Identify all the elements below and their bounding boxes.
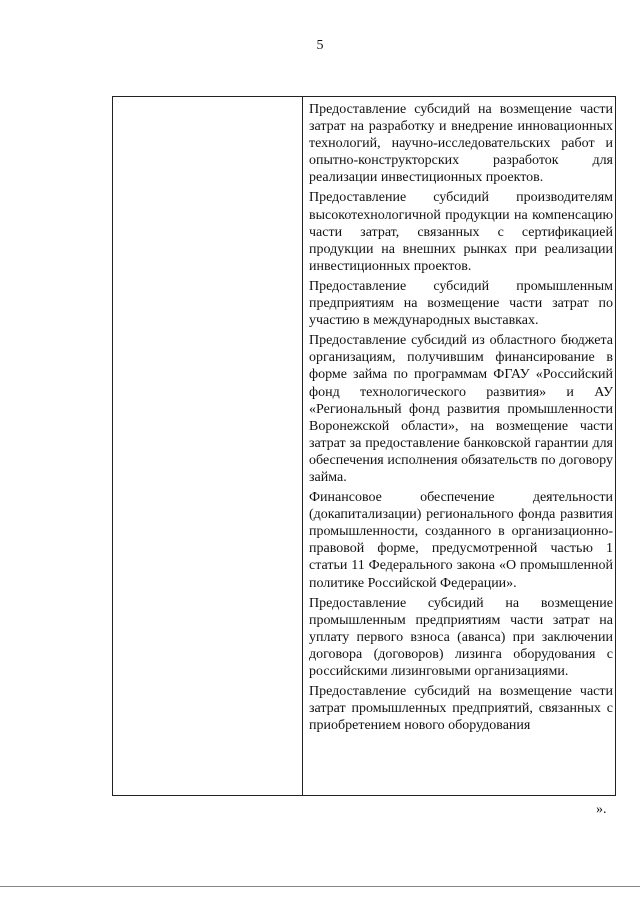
measure-paragraph: Финансовое обеспечение деятельности (докапитализации) регионального фонда развития промышленности, созданного в организационно-правовой форме, предусмотренной частью 1 статьи 11 Федерального закона «О промышленной политике Российской Федерации». [309,490,613,591]
closing-quote-mark: ». [596,802,607,817]
table-right-cell [309,101,613,737]
measure-paragraph: Предоставление субсидий на возмещение части затрат промышленных предприятий, связанных с приобретением нового оборудования [309,684,613,734]
measure-paragraph: Предоставление субсидий на возмещение промышленным предприятиям части затрат на уплату первого взноса (аванса) при заключении договора (договоров) лизинга оборудования с российскими лизинговыми организациями. [309,595,613,679]
measure-paragraph: Предоставление субсидий промышленным предприятиям на возмещение части затрат по участию в международных выставках. [309,278,613,329]
page-bottom-rule [0,886,640,887]
measure-paragraph: Предоставление субсидий из областного бюджета организациям, получившим финансирование в форме займа по программам ФГАУ «Российский фонд технологического развития» и АУ «Региональный фонд развития промышленности Воронежской области», на возмещение части затрат за предоставление банковской гарантии для обеспечения исполнения обязательств по договору займа. [309,333,613,485]
measure-paragraph: Предоставление субсидий производителям высокотехнологичной продукции на компенсацию части затрат, связанных с сертификацией продукции на внешних рынках при реализации инвестиционных проектов. [309,190,613,274]
page-number: 5 [316,38,324,53]
table-left-cell [113,97,303,795]
measure-paragraph: Предоставление субсидий на возмещение части затрат на разработку и внедрение инновационных технологий, научно-исследовательских работ и опытно-конструкторских разработок для реализации инвестиционных проектов. [309,102,613,186]
measures-table [112,96,616,796]
